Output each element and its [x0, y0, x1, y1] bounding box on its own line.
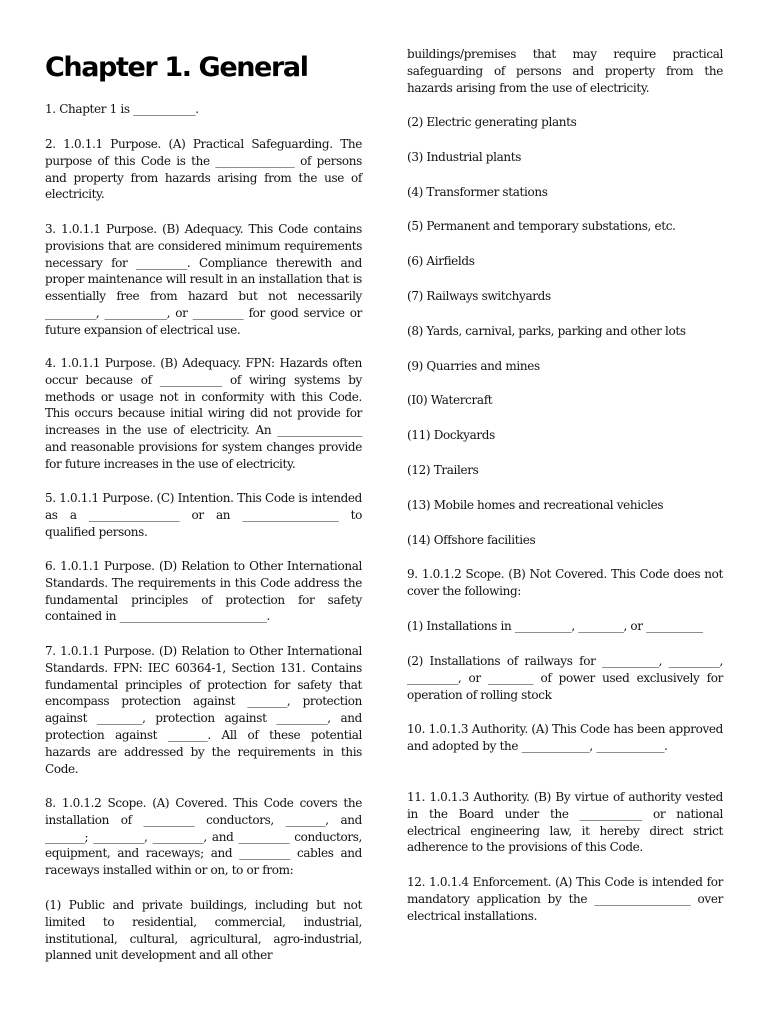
question-1: 1. Chapter 1 is ___________.	[45, 102, 199, 116]
question-3: 3. 1.0.1.1 Purpose. (B) Adequacy. This Code contains provisions that are considered minimum requirements necessary for _________. Compliance therewith and proper maintenance will result in an installation that is essentially free from hazard but not necessarily _________, ___________, or _________ for good service or future expansion of electrical use.	[45, 222, 362, 337]
scope-item-10: (I0) Watercraft	[407, 393, 493, 407]
scope-item-14: (14) Offshore facilities	[407, 533, 536, 547]
scope-item-4: (4) Transformer stations	[407, 185, 548, 199]
page-title: Chapter 1. General	[45, 52, 308, 83]
question-6: 6. 1.0.1.1 Purpose. (D) Relation to Other International Standards. The requirements in this Code address the fundamental principles of protection for safety contained in __________________________.	[45, 559, 362, 624]
question-9: 9. 1.0.1.2 Scope. (B) Not Covered. This Code does not cover the following:	[407, 567, 723, 598]
scope-item-9: (9) Quarries and mines	[407, 359, 540, 373]
scope-item-11: (11) Dockyards	[407, 428, 495, 442]
not-covered-item-2: (2) Installations of railways for __________, _________, _________, or ________ of power used exclusively for operation of rolling stock	[407, 654, 723, 702]
scope-item-13: (13) Mobile homes and recreational vehicles	[407, 498, 664, 512]
scope-item-8: (8) Yards, carnival, parks, parking and other lots	[407, 324, 686, 338]
question-11: 11. 1.0.1.3 Authority. (B) By virtue of authority vested in the Board under the ___________ or national electrical engineering law, it hereby direct strict adherence to the provisions of this Code.	[407, 790, 723, 855]
question-5: 5. 1.0.1.1 Purpose. (C) Intention. This Code is intended as a ________________ or an _________________ to qualified persons.	[45, 491, 362, 539]
scope-item-1-continued: buildings/premises that may require practical safeguarding of persons and property from the hazards arising from the use of electricity.	[407, 47, 723, 95]
scope-item-2: (2) Electric generating plants	[407, 115, 577, 129]
scope-item-1: (1) Public and private buildings, including but not limited to residential, commercial, industrial, institutional, cultural, agricultural, agro-industrial, planned unit development and all other	[45, 898, 362, 963]
scope-item-6: (6) Airfields	[407, 254, 475, 268]
question-12: 12. 1.0.1.4 Enforcement. (A) This Code is intended for mandatory application by the _________________ over electrical installations.	[407, 875, 723, 923]
question-10: 10. 1.0.1.3 Authority. (A) This Code has been approved and adopted by the ____________, ____________.	[407, 722, 723, 753]
scope-item-7: (7) Railways switchyards	[407, 289, 551, 303]
question-8: 8. 1.0.1.2 Scope. (A) Covered. This Code covers the installation of _________ conductors, _______, and _______; _________, _________, and _________ conductors, equipment, and raceways; and _________ cables and raceways installed within or on, to or from:	[45, 796, 362, 878]
question-2: 2. 1.0.1.1 Purpose. (A) Practical Safeguarding. The purpose of this Code is the ______________ of persons and property from hazards arising from the use of electricity.	[45, 137, 362, 202]
scope-item-3: (3) Industrial plants	[407, 150, 522, 164]
scope-item-12: (12) Trailers	[407, 463, 479, 477]
scope-item-5: (5) Permanent and temporary substations, etc.	[407, 219, 676, 233]
question-4: 4. 1.0.1.1 Purpose. (B) Adequacy. FPN: Hazards often occur because of ___________ of wiring systems by methods or usage not in conformity with this Code. This occurs because initial wiring did not provide for increases in the use of electricity. An _______________ and reasonable provisions for system changes provide for future increases in the use of electricity.	[45, 356, 362, 471]
question-7: 7. 1.0.1.1 Purpose. (D) Relation to Other International Standards. FPN: IEC 60364-1, Section 131. Contains fundamental principles of protection for safety that encompass protection against _______, protection against ________, protection against _________, and protection against _______. All of these potential hazards are addressed by the requirements in this Code.	[45, 644, 362, 776]
not-covered-item-1: (1) Installations in __________, ________, or __________	[407, 619, 703, 633]
